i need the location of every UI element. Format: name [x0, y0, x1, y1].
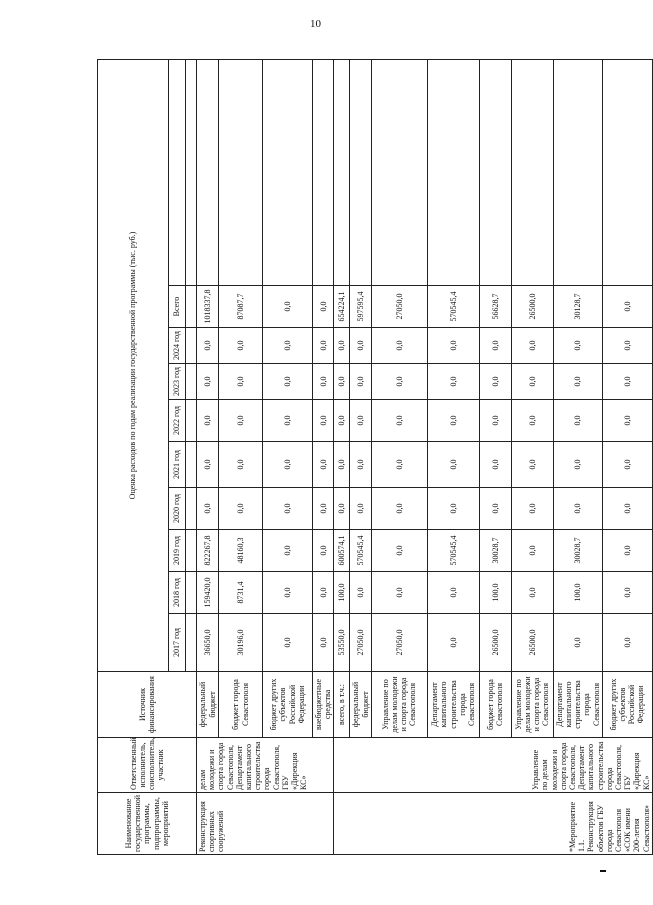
- value-cell: 0,0: [511, 364, 553, 400]
- year-header: 2019 год: [169, 530, 186, 572]
- header-gap: [186, 488, 197, 530]
- value-cell: 0,0: [479, 400, 511, 442]
- value-cell: 0,0: [334, 400, 350, 442]
- value-cell: 0,0: [263, 488, 313, 530]
- value-cell: 0,0: [350, 488, 371, 530]
- value-cell: 0,0: [602, 442, 652, 488]
- value-cell: 0,0: [350, 328, 371, 364]
- table-row: [313, 59, 334, 854]
- program-executor: делам молодежи и спорта города Севастополя, Департамент капитального строительства города Севастополя, ГБУ «Дирекция КС»: [197, 738, 334, 793]
- value-cell: 159420,0: [197, 572, 219, 614]
- value-cell: 53550,0: [334, 614, 350, 672]
- value-cell: 0,0: [479, 328, 511, 364]
- value-cell: 570545,4: [427, 530, 479, 572]
- header-gap: [186, 286, 197, 328]
- total-cell: 0,0: [313, 286, 334, 328]
- funding-source: федеральный бюджет: [350, 672, 371, 738]
- value-cell: 0,0: [553, 488, 602, 530]
- value-cell: 0,0: [313, 328, 334, 364]
- value-cell: 0,0: [602, 614, 652, 672]
- row-spacer: [602, 59, 652, 285]
- value-cell: 0,0: [219, 400, 263, 442]
- funding-source: Управление по делам молодежи и спорта города Севастополя: [511, 672, 553, 738]
- header-spacer: [169, 59, 186, 285]
- value-cell: 0,0: [602, 530, 652, 572]
- value-cell: 0,0: [427, 400, 479, 442]
- total-header: Всего: [169, 286, 186, 328]
- value-cell: 0,0: [350, 364, 371, 400]
- value-cell: 0,0: [334, 442, 350, 488]
- program-name: Реконструкция спортивных сооружений: [197, 793, 334, 855]
- row-spacer: [313, 59, 334, 285]
- row-spacer: [479, 59, 511, 285]
- scan-mark: [600, 870, 606, 872]
- row-spacer: [427, 59, 479, 285]
- header-gap: [186, 328, 197, 364]
- budget-table: [97, 59, 653, 855]
- funding-source: бюджет города Севастополя: [219, 672, 263, 738]
- value-cell: 0,0: [602, 572, 652, 614]
- row-spacer: [350, 59, 371, 285]
- total-cell: 87087,7: [219, 286, 263, 328]
- value-cell: 0,0: [197, 328, 219, 364]
- total-cell: 0,0: [263, 286, 313, 328]
- value-cell: 0,0: [313, 400, 334, 442]
- value-cell: 0,0: [313, 614, 334, 672]
- funding-source: внебюджетные средства: [313, 672, 334, 738]
- value-cell: 0,0: [371, 572, 427, 614]
- table-page: [97, 60, 651, 855]
- value-cell: 0,0: [263, 400, 313, 442]
- value-cell: 0,0: [371, 364, 427, 400]
- value-cell: 0,0: [602, 400, 652, 442]
- value-cell: 0,0: [263, 614, 313, 672]
- funding-source: Департамент капитального строительства города Севастополя: [553, 672, 602, 738]
- value-cell: 0,0: [219, 442, 263, 488]
- table-row: [334, 59, 350, 854]
- value-cell: 0,0: [553, 400, 602, 442]
- value-cell: 0,0: [219, 364, 263, 400]
- year-header: 2017 год: [169, 614, 186, 672]
- value-cell: 0,0: [263, 442, 313, 488]
- value-cell: 27050,0: [371, 614, 427, 672]
- value-cell: 0,0: [511, 530, 553, 572]
- funding-source: Управление по делам молодежи и спорта города Севастополя: [371, 672, 427, 738]
- row-spacer: [197, 59, 219, 285]
- header-executor: Ответственный исполнитель, соисполнитель, участник: [98, 738, 197, 793]
- value-cell: 0,0: [553, 328, 602, 364]
- total-cell: 30128,7: [553, 286, 602, 328]
- value-cell: 0,0: [602, 364, 652, 400]
- value-cell: 26500,0: [511, 614, 553, 672]
- total-cell: 56628,7: [479, 286, 511, 328]
- header-gap: [186, 400, 197, 442]
- header-name: Наименование государственной программы, подпрограммы, мероприятий: [98, 793, 197, 855]
- row-spacer: [334, 59, 350, 285]
- total-cell: 654224,1: [334, 286, 350, 328]
- value-cell: 0,0: [334, 364, 350, 400]
- row-spacer: [263, 59, 313, 285]
- value-cell: 0,0: [602, 328, 652, 364]
- value-cell: 0,0: [427, 328, 479, 364]
- year-header: 2022 год: [169, 400, 186, 442]
- total-cell: 26500,0: [511, 286, 553, 328]
- value-cell: 0,0: [553, 614, 602, 672]
- table-row: [371, 59, 427, 854]
- value-cell: 600574,1: [334, 530, 350, 572]
- value-cell: 0,0: [313, 572, 334, 614]
- measure-name: *Мероприятие 1.1. Реконструкция объектов ГБУ города Севастополя «СОК имени 200-летия Севастополя»: [334, 793, 652, 855]
- value-cell: 0,0: [350, 442, 371, 488]
- value-cell: 0,0: [313, 530, 334, 572]
- value-cell: 0,0: [479, 488, 511, 530]
- value-cell: 30028,7: [553, 530, 602, 572]
- value-cell: 0,0: [427, 614, 479, 672]
- header-gap: [186, 364, 197, 400]
- funding-source: бюджет других субъектов Российской Федерации: [263, 672, 313, 738]
- header-estimate: Оценка расходов по годам реализации государственной программы (тыс. руб.): [98, 59, 169, 671]
- total-cell: 597595,4: [350, 286, 371, 328]
- header-gap: [186, 530, 197, 572]
- table-row: [350, 59, 371, 854]
- value-cell: 822267,8: [197, 530, 219, 572]
- year-header: 2024 год: [169, 328, 186, 364]
- row-spacer: [371, 59, 427, 285]
- table-row: [479, 59, 511, 854]
- value-cell: 0,0: [511, 328, 553, 364]
- value-cell: 570545,4: [350, 530, 371, 572]
- table-row: [427, 59, 479, 854]
- header-gap: [186, 572, 197, 614]
- value-cell: 0,0: [313, 364, 334, 400]
- table-row: [511, 59, 553, 854]
- value-cell: 0,0: [602, 488, 652, 530]
- row-spacer: [219, 59, 263, 285]
- value-cell: 0,0: [427, 364, 479, 400]
- value-cell: 0,0: [219, 488, 263, 530]
- value-cell: 0,0: [553, 442, 602, 488]
- funding-source: федеральный бюджет: [197, 672, 219, 738]
- total-cell: 570545,4: [427, 286, 479, 328]
- value-cell: 0,0: [263, 364, 313, 400]
- funding-source: бюджет города Севастополя: [479, 672, 511, 738]
- table-row: [197, 59, 219, 854]
- funding-source: бюджет других субъектов Российской Федерации: [602, 672, 652, 738]
- value-cell: 0,0: [511, 572, 553, 614]
- value-cell: 26500,0: [479, 614, 511, 672]
- value-cell: 0,0: [371, 488, 427, 530]
- row-spacer: [553, 59, 602, 285]
- value-cell: 0,0: [313, 488, 334, 530]
- total-cell: 1018337,8: [197, 286, 219, 328]
- header-gap: [186, 59, 197, 285]
- value-cell: 0,0: [511, 488, 553, 530]
- value-cell: 8731,4: [219, 572, 263, 614]
- value-cell: 0,0: [263, 530, 313, 572]
- header-gap: [186, 442, 197, 488]
- value-cell: 0,0: [427, 442, 479, 488]
- total-cell: 0,0: [602, 286, 652, 328]
- value-cell: 0,0: [350, 400, 371, 442]
- value-cell: 0,0: [197, 442, 219, 488]
- value-cell: 0,0: [371, 530, 427, 572]
- value-cell: 0,0: [427, 488, 479, 530]
- table-row: [553, 59, 602, 854]
- value-cell: 0,0: [334, 488, 350, 530]
- value-cell: 0,0: [197, 400, 219, 442]
- page-number: 10: [310, 18, 321, 30]
- value-cell: 0,0: [371, 328, 427, 364]
- total-cell: 27050,0: [371, 286, 427, 328]
- value-cell: 0,0: [263, 572, 313, 614]
- value-cell: 0,0: [371, 442, 427, 488]
- value-cell: 0,0: [511, 442, 553, 488]
- year-header: 2021 год: [169, 442, 186, 488]
- header-source: Источник финансирования: [98, 672, 197, 738]
- value-cell: 0,0: [479, 442, 511, 488]
- value-cell: 0,0: [427, 572, 479, 614]
- value-cell: 0,0: [219, 328, 263, 364]
- value-cell: 100,0: [553, 572, 602, 614]
- value-cell: 0,0: [334, 328, 350, 364]
- value-cell: 100,0: [479, 572, 511, 614]
- row-spacer: [511, 59, 553, 285]
- value-cell: 0,0: [350, 572, 371, 614]
- table-row: [219, 59, 263, 854]
- value-cell: 36650,0: [197, 614, 219, 672]
- value-cell: 48160,3: [219, 530, 263, 572]
- value-cell: 0,0: [371, 400, 427, 442]
- year-header: 2023 год: [169, 364, 186, 400]
- measure-executor: Управление по делам молодежи и спорта города Севастополя, Департамент капитального строительства города Севастополя, ГБУ «Дирекция КС»: [334, 738, 652, 793]
- table-row: [263, 59, 313, 854]
- value-cell: 0,0: [197, 364, 219, 400]
- year-header: 2018 год: [169, 572, 186, 614]
- value-cell: 30028,7: [479, 530, 511, 572]
- value-cell: 30196,0: [219, 614, 263, 672]
- value-cell: 0,0: [197, 488, 219, 530]
- header-gap: [186, 614, 197, 672]
- funding-source: всего, в т.ч.:: [334, 672, 350, 738]
- value-cell: 0,0: [511, 400, 553, 442]
- table-row: [602, 59, 652, 854]
- value-cell: 27050,0: [350, 614, 371, 672]
- value-cell: 100,0: [334, 572, 350, 614]
- value-cell: 0,0: [553, 364, 602, 400]
- value-cell: 0,0: [479, 364, 511, 400]
- funding-source: Департамент капитального строительства города Севастополя: [427, 672, 479, 738]
- value-cell: 0,0: [263, 328, 313, 364]
- year-header: 2020 год: [169, 488, 186, 530]
- value-cell: 0,0: [313, 442, 334, 488]
